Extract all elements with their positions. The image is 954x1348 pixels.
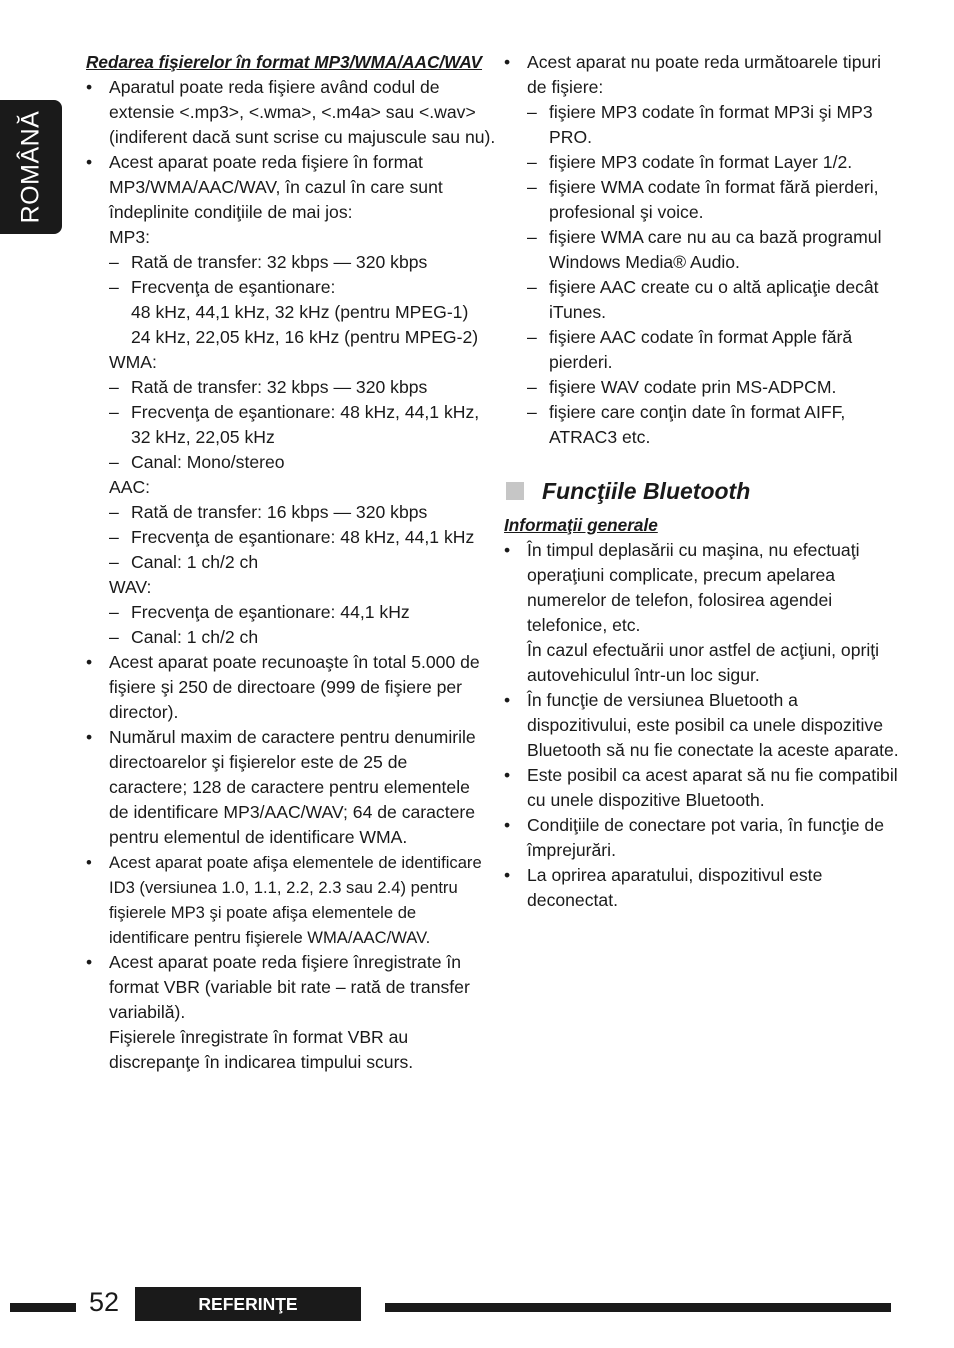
text-line: ID3 (versiunea 1.0, 1.1, 2.2, 2.3 sau 2.4) pentru [109, 878, 458, 897]
dash-item: – Canal: 1 ch/2 ch [86, 550, 478, 575]
text-line: fişierele MP3 şi poate afişa elementele de [109, 903, 417, 922]
text-line: 24 kHz, 22,05 kHz, 16 kHz (pentru MPEG-2) [131, 327, 479, 347]
bullet-item: • Acest aparat poate recunoaşte în total 5.000 de [86, 650, 478, 675]
bullet-item: • Aparatul poate reda fişiere având codul de [86, 75, 478, 100]
dash-item: – Rată de transfer: 32 kbps — 320 kbps [86, 375, 478, 400]
text-line: variabilă). [109, 1002, 186, 1022]
bullet-item: • Acest aparat poate reda fişiere în format [86, 150, 478, 175]
footer-bar-left [10, 1303, 76, 1312]
bullet-item: • Acest aparat poate afişa elementele de identificare [86, 850, 478, 875]
text-line: directoarelor şi fişierelor este de 25 de [109, 752, 408, 772]
text-line: MP3: [109, 227, 151, 247]
bullet-item: • Acest aparat poate reda fişiere înregistrate în [86, 950, 478, 975]
text-line: profesional şi voice. [549, 202, 704, 222]
language-side-tab [0, 100, 62, 234]
text-line: numerelor de telefon, folosirea agendei [527, 590, 833, 610]
text-line: MP3/WMA/AAC/WAV, în cazul în care sunt [109, 177, 443, 197]
text-line: discrepanţe în indicarea timpului scurs. [109, 1052, 414, 1072]
mp3-section-heading: Redarea fişierelor în format MP3/WMA/AAC/WAV [86, 52, 483, 72]
text-line: îndeplinite condiţiile de mai jos: [109, 202, 353, 222]
text-line: În cazul efectuării unor astfel de acţiuni, opriţi [527, 640, 880, 660]
language-label: ROMÂNĂ [16, 110, 45, 224]
text-line: Fişierele înregistrate în format VBR au [109, 1027, 409, 1047]
text-line: AAC: [109, 477, 151, 497]
dash-item: – fişiere MP3 codate în format Layer 1/2. [504, 150, 896, 175]
text-line: pentru elementul de identificare WMA. [109, 827, 408, 847]
dash-item: – fişiere MP3 codate în format MP3i şi MP3 [504, 100, 896, 125]
text-line: WMA: [109, 352, 157, 372]
general-info-heading: Informaţii generale [504, 515, 658, 535]
text-line: deconectat. [527, 890, 618, 910]
dash-item: – fişiere care conţin date în format AIFF, [504, 400, 896, 425]
footer-section-tab: REFERINŢE [135, 1287, 361, 1321]
text-line: WAV: [109, 577, 152, 597]
text-line: director). [109, 702, 179, 722]
dash-item: – Frecvenţa de eşantionare: 48 kHz, 44,1 kHz, [86, 400, 478, 425]
dash-item: – Rată de transfer: 32 kbps — 320 kbps [86, 250, 478, 275]
text-line: operaţiuni complicate, precum apelarea [527, 565, 836, 585]
text-line: de identificare MP3/AAC/WAV; 64 de caractere [109, 802, 476, 822]
text-line: 32 kHz, 22,05 kHz [131, 427, 275, 447]
page-number: 52 [89, 1287, 120, 1317]
dash-item: – fişiere WMA care nu au ca bază programul [504, 225, 896, 250]
dash-item: – Canal: Mono/stereo [86, 450, 478, 475]
text-line: de fişiere: [527, 77, 604, 97]
text-line: cu unele dispozitive Bluetooth. [527, 790, 765, 810]
text-line: format VBR (variable bit rate – rată de transfer [109, 977, 470, 997]
footer-bar-right [385, 1303, 891, 1312]
left-column [86, 50, 496, 1075]
text-line: PRO. [549, 127, 593, 147]
bullet-item: • Condiţiile de conectare pot varia, în funcţie de [504, 813, 896, 838]
text-line: ATRAC3 etc. [549, 427, 651, 447]
bullet-item: • La oprirea aparatului, dispozitivul este [504, 863, 896, 888]
dash-item: – Rată de transfer: 16 kbps — 320 kbps [86, 500, 478, 525]
bullet-item: • Acest aparat nu poate reda următoarele tipuri [504, 50, 896, 75]
bluetooth-text-block [504, 538, 899, 913]
dash-item: – fişiere WAV codate prin MS-ADPCM. [504, 375, 896, 400]
bluetooth-section-title [504, 469, 896, 513]
dash-item: – Frecvenţa de eşantionare: [86, 275, 478, 300]
right-column [504, 50, 899, 913]
text-line: extensie <.mp3>, <.wma>, <.m4a> sau <.wav> [109, 102, 476, 122]
text-line: 48 kHz, 44,1 kHz, 32 kHz (pentru MPEG-1) [131, 302, 469, 322]
dash-item: – Canal: 1 ch/2 ch [86, 625, 478, 650]
text-line: autovehiculul într-un loc sigur. [527, 665, 760, 685]
text-line: (indiferent dacă sunt scrise cu majuscule sau nu). [109, 127, 496, 147]
unsupported-files-block [504, 50, 896, 450]
text-line: Bluetooth să nu fie conectate la aceste aparate. [527, 740, 899, 760]
text-line: telefonice, etc. [527, 615, 641, 635]
text-line: fişiere şi 250 de directoare (999 de fişiere per [109, 677, 463, 697]
dash-item: – fişiere WMA codate în format fără pierderi, [504, 175, 896, 200]
bullet-item: • În timpul deplasării cu maşina, nu efectuaţi [504, 538, 896, 563]
dash-item: – Frecvenţa de eşantionare: 48 kHz, 44,1 kHz [86, 525, 478, 550]
text-line: Windows Media® Audio. [549, 252, 740, 272]
bluetooth-title-text: Funcţiile Bluetooth [542, 478, 751, 504]
bullet-item: • Numărul maxim de caractere pentru denumirile [86, 725, 478, 750]
dash-item: – fişiere AAC create cu o altă aplicaţie decât [504, 275, 896, 300]
text-line: caractere; 128 de caractere pentru elementele [109, 777, 470, 797]
text-line: dispozitivului, este posibil ca unele dispozitive [527, 715, 883, 735]
bullet-item: • În funcţie de versiunea Bluetooth a [504, 688, 896, 713]
bullet-item: • Este posibil ca acest aparat să nu fie compatibil [504, 763, 896, 788]
section-square-icon [506, 482, 524, 500]
dash-item: – fişiere AAC codate în format Apple fără [504, 325, 896, 350]
text-line: pierderi. [549, 352, 613, 372]
left-text-block [86, 75, 496, 1075]
text-line: identificare pentru fişierele WMA/AAC/WAV. [109, 928, 431, 947]
dash-item: – Frecvenţa de eşantionare: 44,1 kHz [86, 600, 478, 625]
text-line: iTunes. [549, 302, 607, 322]
text-line: împrejurări. [527, 840, 616, 860]
